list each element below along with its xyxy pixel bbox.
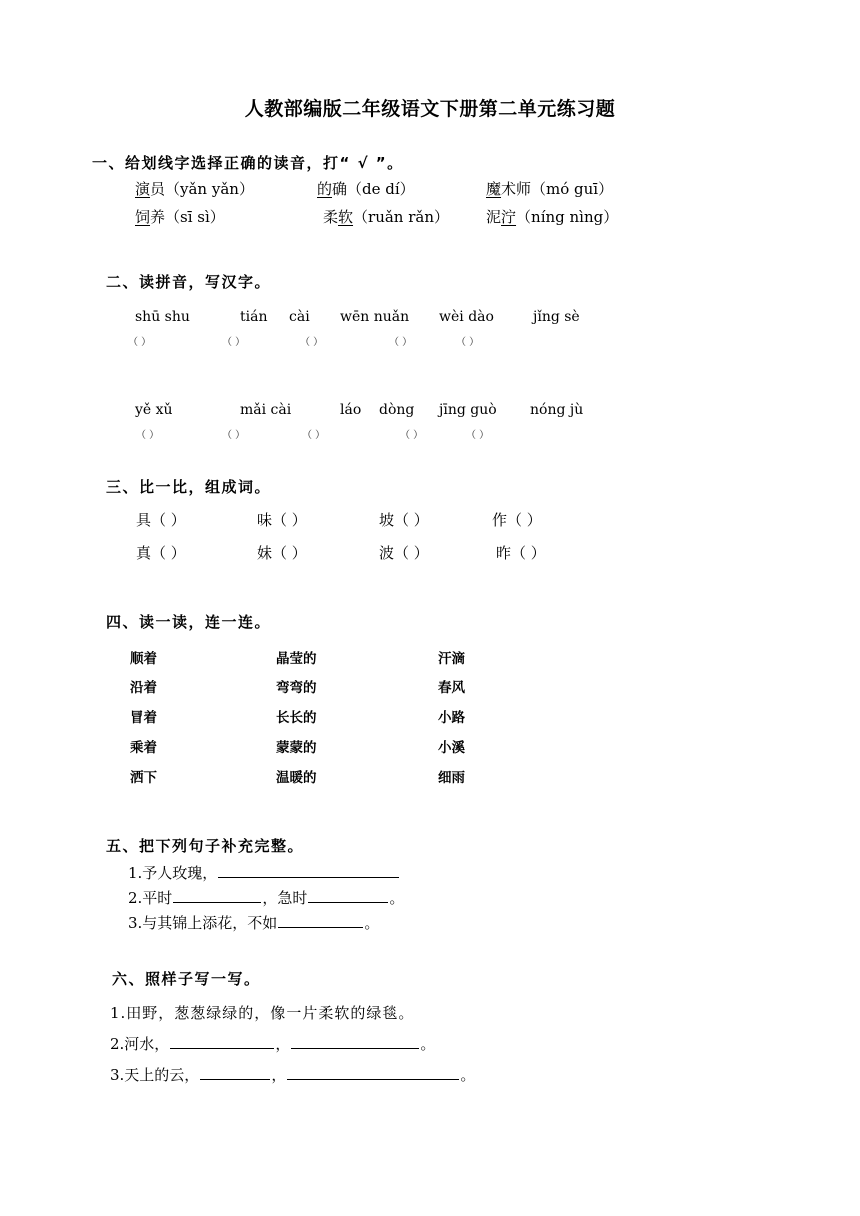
match-word[interactable]: 顺着 (130, 651, 157, 667)
page-title: 人教部编版二年级语文下册第二单元练习题 (244, 98, 616, 120)
word-blank[interactable]: 妹（ ） (257, 544, 307, 562)
fill-blank[interactable] (287, 1078, 459, 1080)
word-blank[interactable]: 味（ ） (257, 511, 307, 529)
pinyin: cài (289, 309, 310, 325)
word-blank[interactable]: 作（ ） (492, 511, 542, 529)
match-word[interactable]: 弯弯的 (276, 680, 317, 696)
section-3-heading: 三、比一比，组成词。 (106, 478, 272, 496)
answer-blank[interactable]: （ ） (456, 337, 480, 348)
sentence-line: 2.平时 ，急时 。 (128, 889, 405, 907)
answer-blank[interactable]: （ ） (302, 430, 326, 441)
reading-item: 柔软（ruǎn rǎn） (323, 208, 450, 226)
answer-blank[interactable]: （ ） (466, 430, 490, 441)
section-4-heading: 四、读一读，连一连。 (106, 613, 272, 631)
word-blank[interactable]: 波（ ） (379, 544, 429, 562)
fill-blank[interactable] (291, 1047, 419, 1049)
match-word[interactable]: 蒙蒙的 (276, 740, 317, 756)
pinyin: jīng guò (439, 402, 497, 418)
answer-blank[interactable]: （ ） (136, 430, 160, 441)
fill-blank[interactable] (173, 901, 261, 903)
pinyin: nóng jù (530, 402, 584, 418)
reading-item: 泥泞（níng nìng） (486, 208, 619, 226)
match-word[interactable]: 小溪 (438, 740, 465, 756)
example-sentence: 1.田野，葱葱绿绿的，像一片柔软的绿毯。 (110, 1004, 415, 1022)
fill-blank[interactable] (308, 901, 388, 903)
match-word[interactable]: 温暖的 (276, 770, 317, 786)
pinyin: dòng (379, 402, 415, 418)
section-1-heading: 一、给划线字选择正确的读音，打“ √ ”。 (92, 154, 404, 172)
match-word[interactable]: 晶莹的 (276, 651, 317, 667)
answer-blank[interactable]: （ ） (128, 337, 152, 348)
pinyin: tián (240, 309, 268, 325)
pinyin: láo (340, 402, 362, 418)
section-6-heading: 六、照样子写一写。 (112, 970, 261, 988)
pinyin: mǎi cài (240, 402, 292, 418)
answer-blank[interactable]: （ ） (222, 430, 246, 441)
answer-blank[interactable]: （ ） (300, 337, 324, 348)
word-blank[interactable]: 具（ ） (136, 511, 186, 529)
word-blank[interactable]: 真（ ） (136, 544, 186, 562)
fill-blank[interactable] (170, 1047, 274, 1049)
pinyin: wèi dào (439, 309, 494, 325)
word-blank[interactable]: 昨（ ） (496, 544, 546, 562)
reading-item: 魔术师（mó guī） (486, 180, 614, 198)
answer-blank[interactable]: （ ） (222, 337, 246, 348)
pinyin: wēn nuǎn (340, 309, 410, 325)
pinyin: jǐng sè (533, 309, 580, 325)
sentence-line: 3.与其锦上添花，不如 。 (128, 914, 380, 932)
word-blank[interactable]: 坡（ ） (379, 511, 429, 529)
reading-item: 饲养（sī sì） (135, 208, 225, 226)
match-word[interactable]: 洒下 (130, 770, 157, 786)
answer-blank[interactable]: （ ） (389, 337, 413, 348)
sentence-line: 2.河水， ， 。 (110, 1035, 436, 1053)
sentence-line: 3.天上的云， ， 。 (110, 1066, 476, 1084)
match-word[interactable]: 沿着 (130, 680, 157, 696)
pinyin: yě xǔ (135, 402, 173, 418)
match-word[interactable]: 冒着 (130, 710, 157, 726)
match-word[interactable]: 汗滴 (438, 651, 465, 667)
fill-blank[interactable] (200, 1078, 270, 1080)
pinyin: shū shu (135, 309, 190, 325)
sentence-line: 1.予人玫瑰， (128, 862, 400, 883)
match-word[interactable]: 春风 (438, 680, 465, 696)
section-2-heading: 二、读拼音，写汉字。 (106, 273, 272, 291)
match-word[interactable]: 长长的 (276, 710, 317, 726)
fill-blank[interactable] (218, 876, 399, 878)
section-5-heading: 五、把下列句子补充完整。 (106, 837, 305, 855)
reading-item: 演员（yǎn yǎn） (135, 180, 254, 198)
reading-item: 的确（de dí） (317, 180, 415, 198)
match-word[interactable]: 细雨 (438, 770, 465, 786)
fill-blank[interactable] (278, 926, 363, 928)
match-word[interactable]: 乘着 (130, 740, 157, 756)
match-word[interactable]: 小路 (438, 710, 465, 726)
answer-blank[interactable]: （ ） (400, 430, 424, 441)
